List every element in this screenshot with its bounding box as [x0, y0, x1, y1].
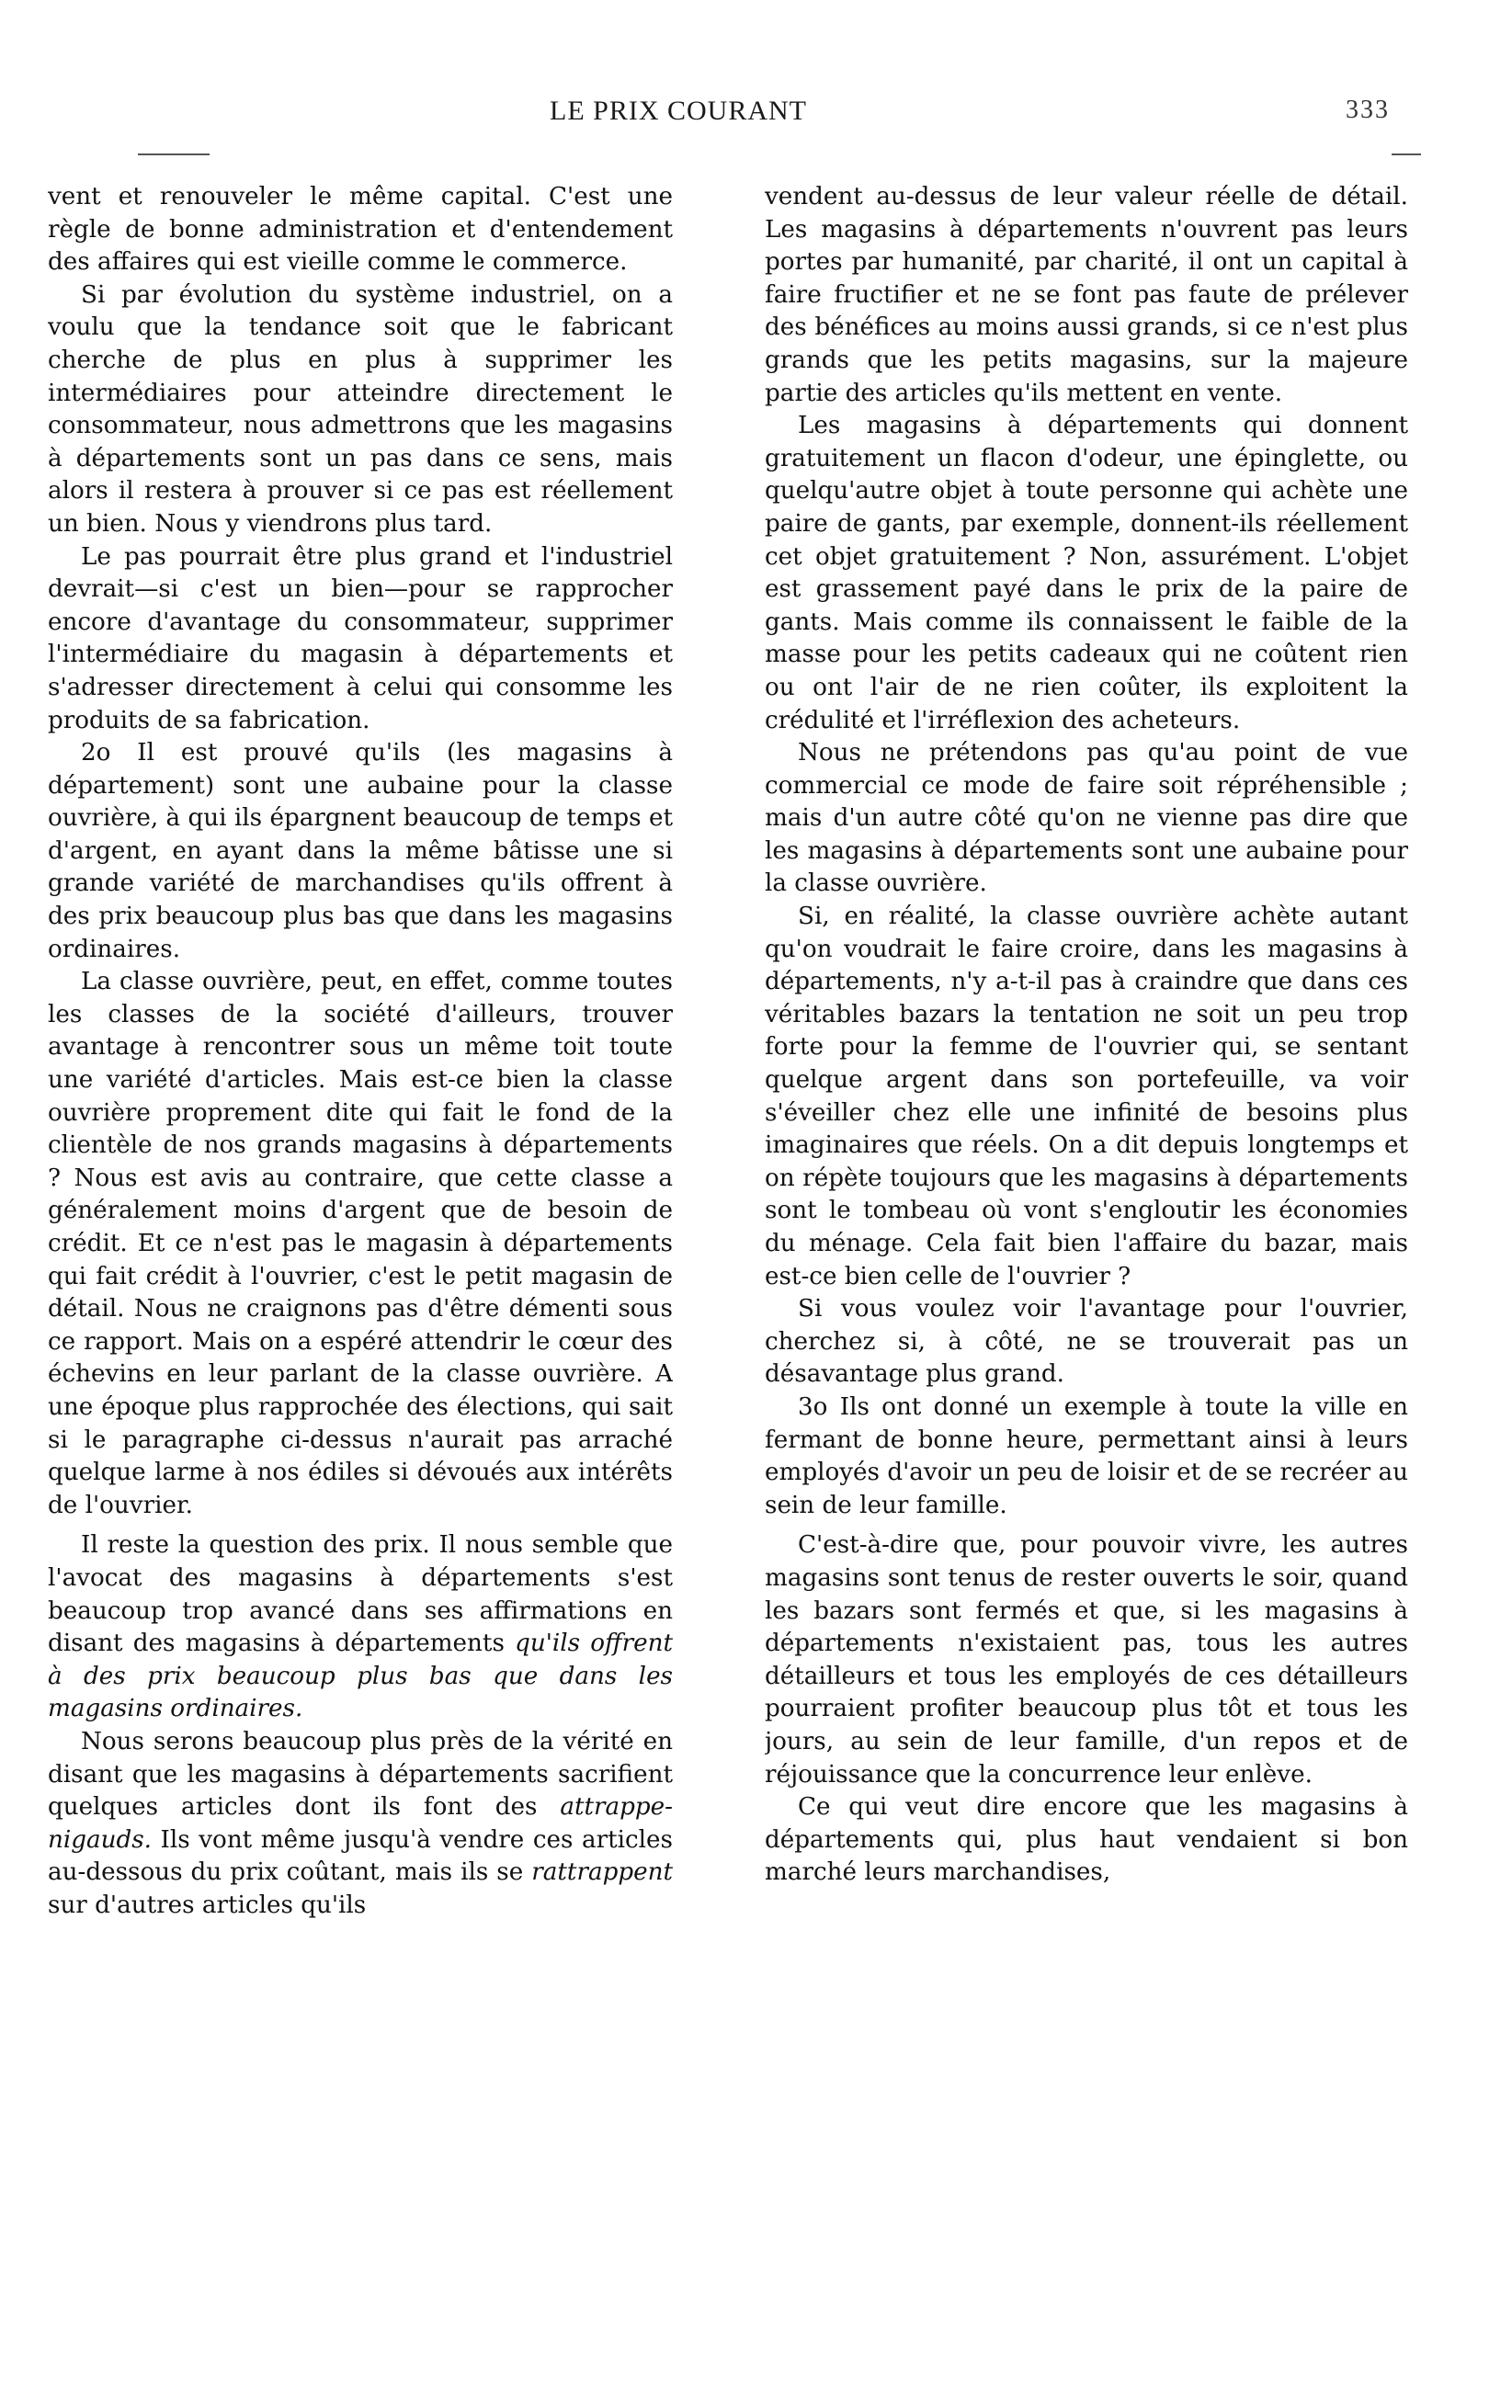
left-column: [48, 181, 673, 2378]
paragraph: Si vous voulez voir l'avantage pour l'ouvrier, cherchez si, à côté, ne se trouverait pas un désavantage plus grand.: [765, 1295, 1408, 1389]
paragraph: vent et renouveler le même capital. C'est une règle de bonne administration et d'entendement des affaires qui est vieille comme le commerce.: [48, 183, 673, 277]
italic-term: rattrappent: [531, 1858, 673, 1887]
paragraph-text: Il reste la question des prix. Il nous semble que l'avocat des magasins à départements s'est beaucoup trop avancé dans ses affirmations en disant des magasins à départements: [48, 1531, 673, 1658]
paragraph: vendent au-dessus de leur valeur réelle de détail. Les magasins à départements n'ouvrent pas leurs portes par humanité, par charité, il ont un capital à faire fructifier et ne se font pas faute de prélever des bénéfices au moins aussi grands, si ce n'est plus grands que les petits magasins, sur la majeure partie des articles qu'ils mettent en vente.: [765, 183, 1408, 407]
paragraph: La classe ouvrière, peut, en effet, comme toutes les classes de la société d'ailleurs, trouver avantage à rencontrer sous un même toit toute une variété d'articles. Mais est-ce bien la classe ouvrière proprement dite qui fait le fond de la clientèle de nos grands magasins à départements ? Nous est avis au contraire, que cette classe a généralement moins d'argent que de besoin de crédit. Et ce n'est pas le magasin à départements qui fait crédit à l'ouvrier, c'est le petit magasin de détail. Nous ne craignons pas d'être démenti sous ce rapport. Mais on a espéré attendrir le cœur des échevins en leur parlant de la classe ouvrière. A une époque plus rapprochée des élections, qui sait si le paragraphe ci-dessus n'aurait pas arraché quelque larme à nos édiles si dévoués aux intérêts de l'ouvrier.: [48, 968, 673, 1519]
running-title: LE PRIX COURANT: [550, 96, 808, 126]
paragraph: [48, 1726, 673, 1923]
paragraph: 3o Ils ont donné un exemple à toute la ville en fermant de bonne heure, permettant ainsi à leurs employés d'avoir un peu de loisir et de se recréer au sein de leur famille.: [765, 1392, 1408, 1519]
page-header: [0, 96, 1512, 132]
paragraph: Les magasins à départements qui donnent gratuitement un flacon d'odeur, une épinglette, ou quelqu'autre objet à toute personne qui achète une paire de gants, par exemple, donnent-ils réellement cet objet gratuitement ? Non, assurément. L'objet est grassement payé dans le prix de la paire de gants. Mais comme ils connaissent le faible de la masse pour les petits cadeaux qui ne coûtent rien ou ont l'air de ne rien coûter, ils exploitent la crédulité et l'irréflexion des acheteurs.: [765, 412, 1408, 734]
paragraph-text: Ils vont même jusqu'à vendre ces articles au-dessous du prix coûtant, mais ils se: [48, 1825, 673, 1887]
paragraph: Ce qui veut dire encore que les magasins à départements qui, plus haut vendaient si bon marché leurs marchandises,: [765, 1793, 1408, 1887]
italic-quote: qu'ils offrent à des prix beaucoup plus bas que dans les magasins ordinaires.: [48, 1630, 673, 1723]
paragraph: Nous ne prétendons pas qu'au point de vue commercial ce mode de faire soit répréhensible ; mais d'un autre côté qu'on ne vienne pas dire que les magasins à départements sont une aubaine pour la classe ouvrière.: [765, 739, 1408, 898]
paragraph: 2o Il est prouvé qu'ils (les magasins à département) sont une aubaine pour la classe ouvrière, à qui ils épargnent beaucoup de temps et d'argent, en ayant dans la même bâtisse une si grande variété de marchandises qu'ils offrent à des prix beaucoup plus bas que dans les magasins ordinaires.: [48, 739, 673, 963]
paragraph-text: Nous serons beaucoup plus près de la vérité en disant que les magasins à départements sacrifient quelques articles dont ils font des: [48, 1727, 673, 1822]
header-rule-left: [138, 153, 210, 155]
paragraph: Si, en réalité, la classe ouvrière achète autant qu'on voudrait le faire croire, dans les magasins à départements, n'y a-t-il pas à craindre que dans ces véritables bazars la tentation ne soit un peu trop forte pour la femme de l'ouvrier qui, se sentant quelque argent dans son portefeuille, va voir s'éveiller chez elle une infinité de besoins plus imaginaires que réels. On a dit depuis longtemps et on répète toujours que les magasins à départements sont le tombeau où vont s'engloutir les économies du ménage. Cela fait bien l'affaire du bazar, mais est-ce bien celle de l'ouvrier ?: [765, 903, 1408, 1290]
paragraph: [48, 1529, 673, 1726]
paragraph: Le pas pourrait être plus grand et l'industriel devrait—si c'est un bien—pour se rapprocher encore d'avantage du consommateur, supprimer l'intermédiaire du magasin à départements et s'adresser directement à celui qui consomme les produits de sa fabrication.: [48, 542, 673, 734]
right-column: [765, 181, 1408, 2378]
paragraph-text: sur d'autres articles qu'ils: [48, 1891, 367, 1919]
paragraph: C'est-à-dire que, pour pouvoir vivre, les autres magasins sont tenus de rester ouverts le soir, quand les bazars sont fermés et que, si les magasins à départements n'existaient pas, tous les autres détailleurs et tous les employés de ces détailleurs pourraient profiter beaucoup plus tôt et tous les jours, au sein de leur famille, d'un repos et de réjouissance que la concurrence leur enlève.: [765, 1531, 1408, 1789]
page-number: 333: [1346, 96, 1390, 124]
paragraph: Si par évolution du système industriel, on a voulu que la tendance soit que le fabricant cherche de plus en plus à supprimer les intermédiaires pour atteindre directement le consommateur, nous admettrons que les magasins à départements sont un pas dans ce sens, mais alors il restera à prouver si ce pas est réellement un bien. Nous y viendrons plus tard.: [48, 280, 673, 538]
italic-term: attrappe-nigauds.: [48, 1793, 673, 1854]
header-rule-right: [1392, 153, 1421, 155]
